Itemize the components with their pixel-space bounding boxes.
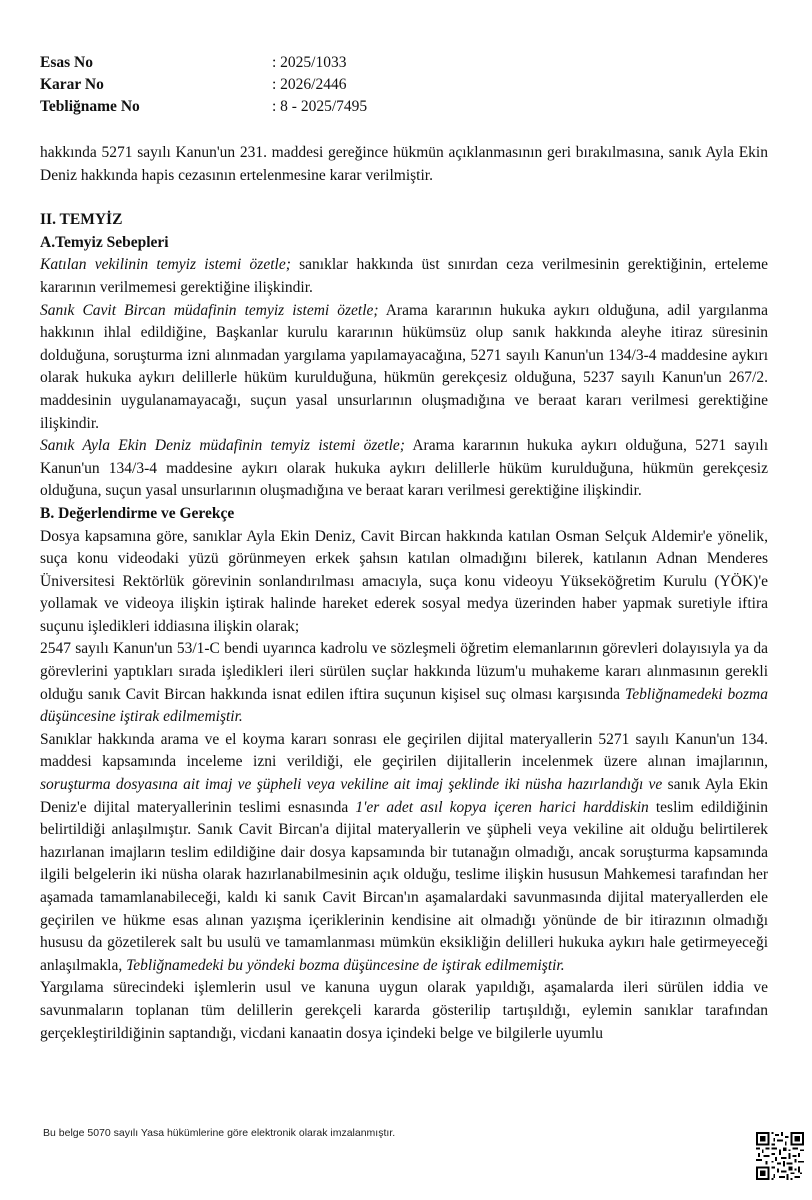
esas-row bbox=[40, 52, 768, 74]
evaluation-paragraph-1: Dosya kapsamına göre, sanıklar Ayla Ekin Deniz, Cavit Bircan hakkında katılan Osman Selçuk Aldemir'e yönelik, suça konu videodaki yüzü görünmeyen erkek şahsın katılan olmadığını bilerek, katılanın Adnan Menderes Üniversitesi Rektörlük görevinin sonlandırılması amacıyla, suça konu videoyu Yükseköğretim Kurulu (YÖK)'e yollamak ve videoya ilişkin iştirak halinde hareket ederek sosyal medya üzerinden haber yapmak suretiyle iftira suçunu işledikleri iddiasına ilişkin olarak; bbox=[40, 527, 768, 635]
evaluation-2-conclusion: Tebliğnamedeki bozma düşüncesine iştirak edilmemiştir. bbox=[40, 685, 768, 726]
evaluation-2-text: 2547 sayılı Kanun'un 53/1-C bendi uyarınca kadrolu ve sözleşmeli öğretim elemanlarının görevleri dolayısıyla ya da görevlerini yaptıkları sırada işledikleri ileri sürülen suçlar hakkında lüzum'u muhakeme kararı alınmasının gerekli olduğu sanık Cavit Bircan hakkında isnat edilen iftira suçunun kişisel suç olması karşısında bbox=[40, 640, 768, 703]
subsection-a-title: A.Temyiz Sebepleri bbox=[40, 233, 169, 251]
appeal-paragraph-2 bbox=[40, 300, 768, 436]
appeal-paragraph-1 bbox=[40, 254, 768, 299]
evaluation-3-text-2: sanık Ayla Ekin Deniz'e dijital materyallerinin teslimi esnasında bbox=[40, 776, 768, 816]
evaluation-paragraph-4: Yargılama sürecindeki işlemlerin usul ve kanuna uygun olarak yapıldığı, aşamalarda ileri sürülen iddia ve savunmaların toplanan tüm delillerin gerekçeli kararda gösterilip tartışıldığı, eylemin sanıklar tarafından gerçekleştirildiğinin saptandığı, vicdani kanaatin dosya içindeki belge ve bilgilerle uyumlu bbox=[40, 979, 768, 1042]
evaluation-3-text-1: Sanıklar hakkında arama ve el koyma kararı sonrası ele geçirilen dijital materyallerin 5271 sayılı Kanun'un 134. maddesi kapsamında inceleme izni verildiği, ele geçirilen dijitallerin incelenmek üzere alınan imajlarının, bbox=[40, 730, 768, 771]
appeal-3-text: Arama kararının hukuka aykırı olduğuna, 5271 sayılı Kanun'un 134/3-4 maddesine aykırı olarak hukuka aykırı delillerle hüküm kurulduğuna, hükmün gerekçesiz olduğuna, suçun yasal unsurlarının oluşmadığına ve beraat kararı verilmesi gerektiğine ilişkindir. bbox=[40, 437, 769, 500]
teblig-row bbox=[40, 96, 768, 118]
qr-code-icon bbox=[756, 1132, 804, 1180]
section-title: II. TEMYİZ bbox=[40, 211, 123, 229]
karar-row bbox=[40, 74, 768, 96]
evaluation-3-conclusion: Tebliğnamedeki bu yöndeki bozma düşüncesine de iştirak edilmemiştir. bbox=[126, 956, 565, 974]
e-signature-note: Bu belge 5070 sayılı Yasa hükümlerine göre elektronik olarak imzalanmıştır. bbox=[43, 1127, 396, 1139]
appeal-2-text: Arama kararının hukuka aykırı olduğuna, adil yargılanma hakkının ihlal edildiğine, Başkanlar kurulu kararının hükümsüz olup sanık hakkında aleyhe itiraz süresinin dolduğuna, soruşturma izni alınmadan yargılama yapılamayacağına, 5271 sayılı Kanun'un 134/3-4 maddesine aykırı olarak hukuka aykırı delillerle hüküm kurulduğuna, hükmün gerekçesiz olduğuna, 5237 sayılı Kanun'un 267/2. maddesinin uygulanamayacağı, suçun yasal unsurlarının oluşmadığına ve beraat kararı verilmesi gerektiğine ilişkindir. bbox=[40, 301, 768, 432]
document-body bbox=[40, 142, 768, 1045]
case-metadata bbox=[40, 52, 768, 118]
teblig-value: : 8 - 2025/7495 bbox=[272, 98, 368, 115]
karar-value: : 2026/2446 bbox=[272, 76, 347, 93]
evaluation-paragraph-3 bbox=[40, 729, 768, 978]
subsection-b-title: B. Değerlendirme ve Gerekçe bbox=[40, 504, 235, 522]
evaluation-3-italic-2: 1'er adet asıl kopya içeren harici harddiskin bbox=[355, 798, 649, 816]
document-page bbox=[40, 52, 768, 1045]
evaluation-3-text-3: teslim edildiğinin belirtildiği anlaşılmıştır. Sanık Cavit Bircan'a dijital materyallerin ve şüpheli veya vekiline ait olduğu belirtilerek hazırlanan imajların teslim edildiğine dair dosya kapsamında bir tutanağın olmadığı, ancak soruşturma kapsamında ilgili belgelerin iki nüsha olarak hazırlanabilmesinin açık olduğu, teslime ilişkin hususun Mahkemesi tarafından her aşamada tamamlanabileceği, kaldı ki sanık Cavit Bircan'ın aşamalardaki savunmasında dijital materyallerden ele geçirilen ve hükme esas alınan yazışma içeriklerinin kendisine ait olmadığı yönünde de bir itirazının olmadığı hususu da gözetilerek salt bu usulü ve tamamlanması mümkün eksikliğin delilleri hukuka aykırı hale getirmeyeceği anlaşılmakla, bbox=[40, 798, 768, 974]
appeal-3-lead: Sanık Ayla Ekin Deniz müdafinin temyiz istemi özetle; bbox=[40, 437, 405, 455]
karar-label: Karar No bbox=[40, 76, 104, 93]
intro-paragraph: hakkında 5271 sayılı Kanun'un 231. maddesi gereğince hükmün açıklanmasının geri bırakılmasına, sanık Ayla Ekin Deniz hakkında hapis cezasının ertelenmesine karar verilmiştir. bbox=[40, 144, 768, 184]
teblig-label: Tebliğname No bbox=[40, 98, 140, 115]
appeal-2-lead: Sanık Cavit Bircan müdafinin temyiz istemi özetle; bbox=[40, 301, 379, 319]
esas-value: : 2025/1033 bbox=[272, 54, 347, 71]
appeal-1-text: sanıklar hakkında üst sınırdan ceza verilmesinin gerektiğinin, erteleme kararının verilmemesi gerektiğine ilişkindir. bbox=[40, 256, 769, 296]
appeal-1-lead: Katılan vekilinin temyiz istemi özetle; bbox=[40, 256, 291, 274]
evaluation-paragraph-2 bbox=[40, 638, 768, 728]
esas-label: Esas No bbox=[40, 54, 93, 71]
appeal-paragraph-3 bbox=[40, 435, 768, 503]
evaluation-3-italic-1: soruşturma dosyasına ait imaj ve şüpheli veya vekiline ait imaj şeklinde iki nüsha hazırlandığı ve bbox=[40, 776, 663, 794]
